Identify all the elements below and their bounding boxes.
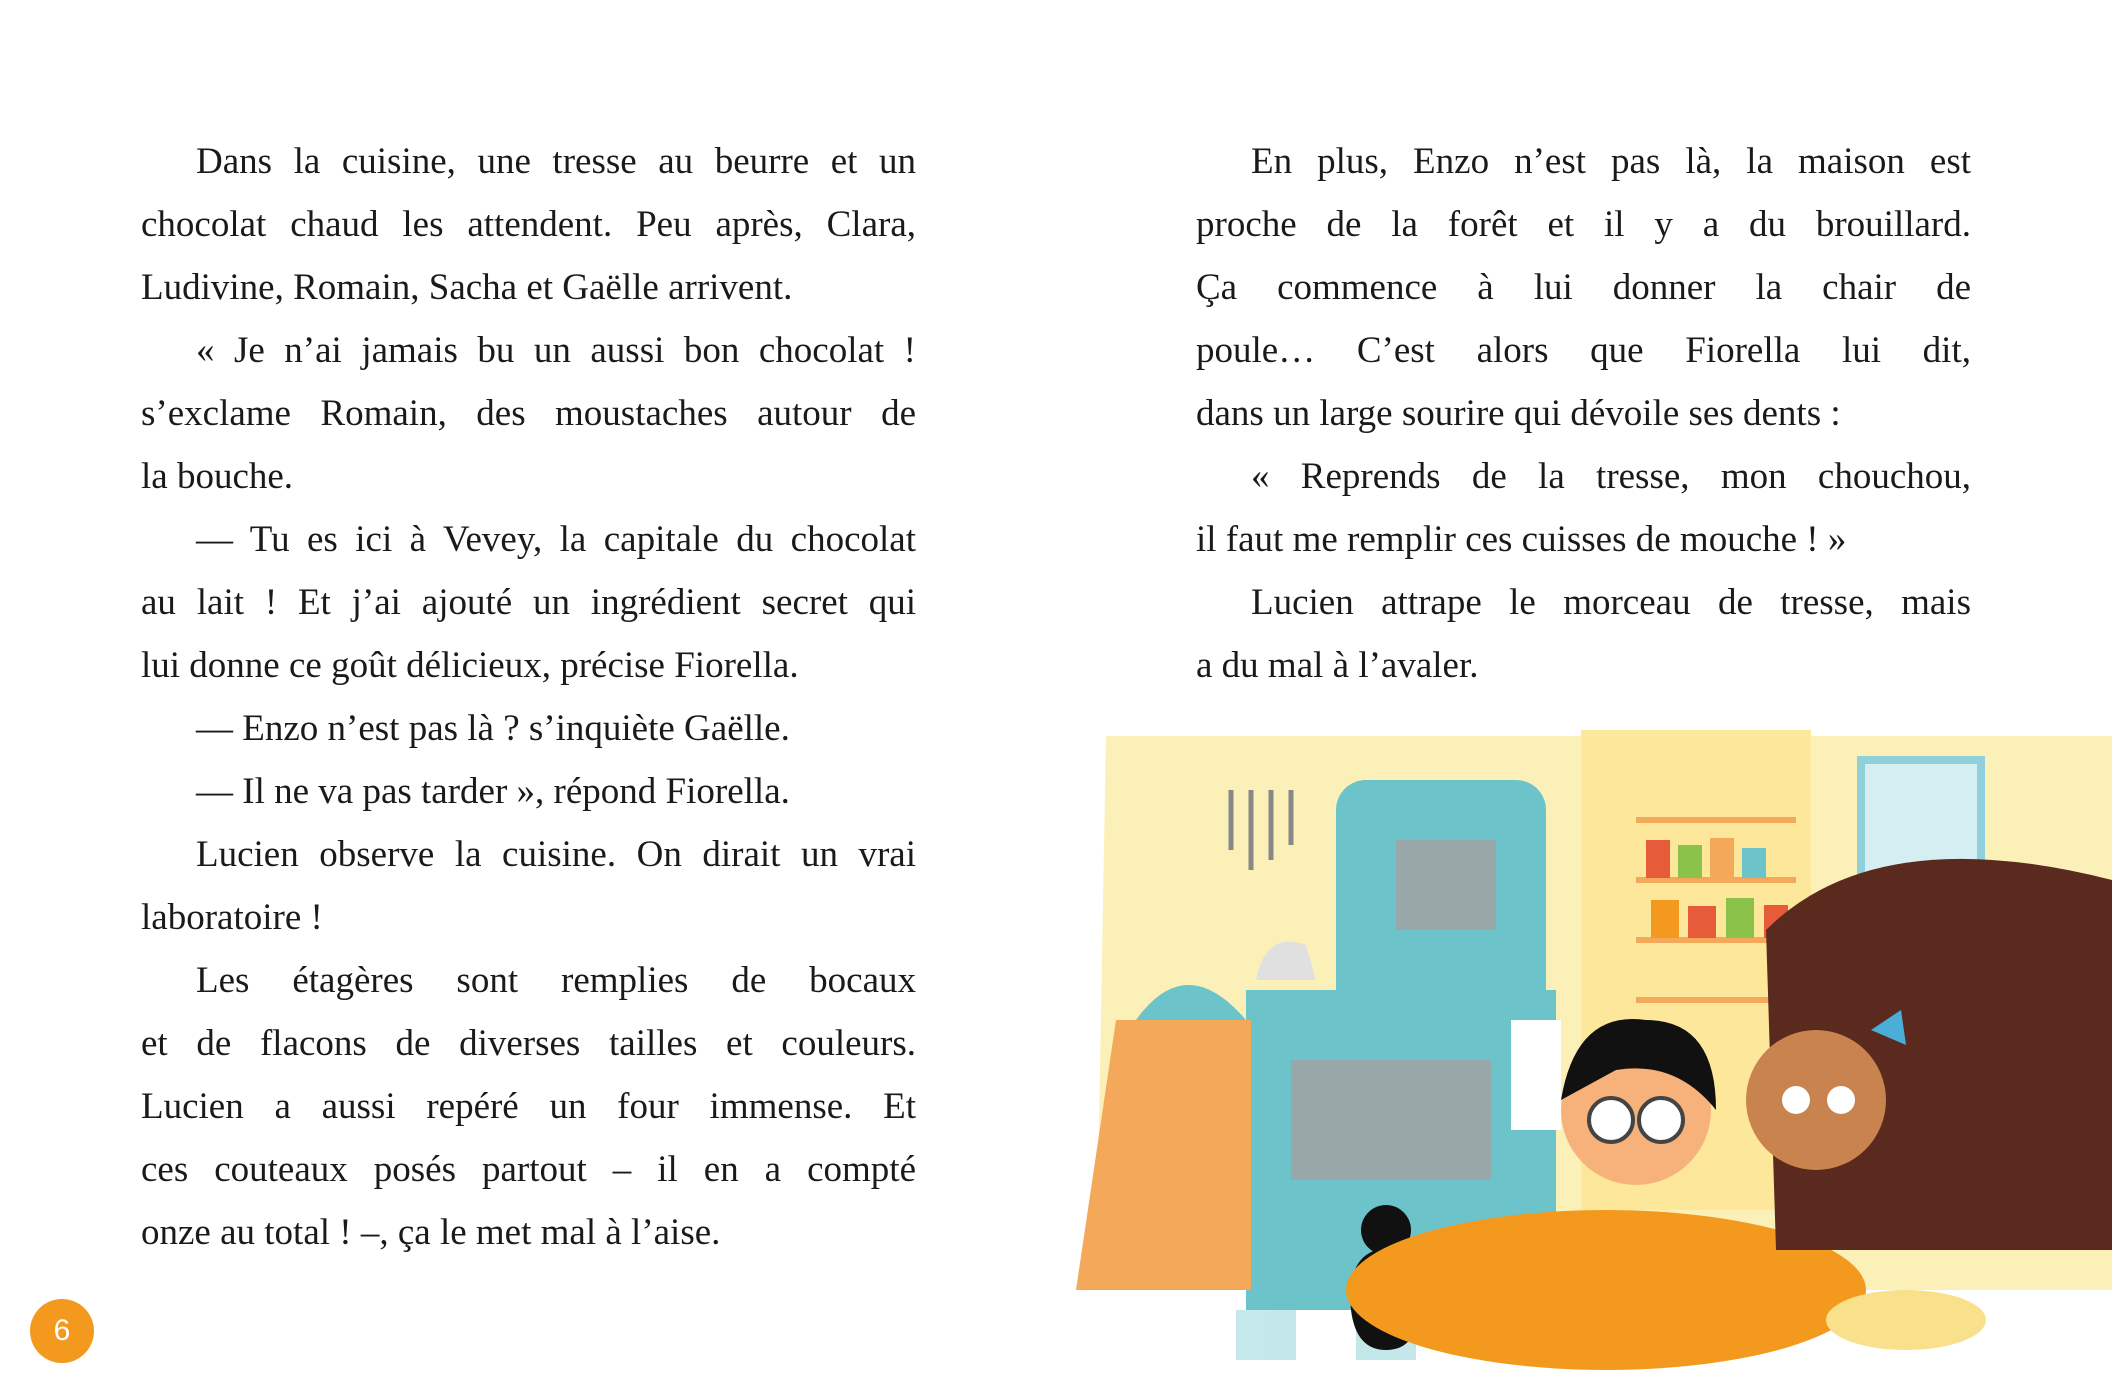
text-line: Les étagères sont remplies de bocaux [196,960,916,1001]
text-line: Lucien a aussi repéré un four immense. Et [141,1086,916,1127]
text-line: proche de la forêt et il y a du brouillard. [1196,204,1971,245]
text-line: a du mal à l’avaler. [1196,645,1479,686]
text-line: — Enzo n’est pas là ? s’inquiète Gaëlle. [196,708,790,749]
text-line: chocolat chaud les attendent. Peu après, Clara, [141,204,916,245]
text-line: ces couteaux posés partout – il en a compté [141,1149,916,1190]
text-line: En plus, Enzo n’est pas là, la maison est [1251,141,1971,182]
right-page-text [1196,130,1971,697]
text-line: Dans la cuisine, une tresse au beurre et un [196,141,916,182]
text-line: dans un large sourire qui dévoile ses dents : [1196,393,1841,434]
left-page-text [141,130,916,1264]
text-line: « Reprends de la tresse, mon chouchou, [1251,456,1971,497]
page-number-badge: 6 [30,1299,94,1363]
text-line: Lucien attrape le morceau de tresse, mais [1251,582,1971,623]
kitchen-illustration [1076,730,2112,1370]
text-line: Ludivine, Romain, Sacha et Gaëlle arrivent. [141,267,793,308]
text-line: « Je n’ai jamais bu un aussi bon chocolat ! [196,330,916,371]
oven-window [1291,1060,1491,1180]
text-line: — Tu es ici à Vevey, la capitale du chocolat [196,519,916,560]
text-line: il faut me remplir ces cuisses de mouche ! » [1196,519,1847,560]
text-line: laboratoire ! [141,897,323,938]
girl-face [1746,1030,1886,1170]
text-line: — Il ne va pas tarder », répond Fiorella. [196,771,790,812]
text-line: Lucien observe la cuisine. On dirait un vrai [196,834,916,875]
text-line: Ça commence à lui donner la chair de [1196,267,1971,308]
text-line: lui donne ce goût délicieux, précise Fiorella. [141,645,799,686]
text-line: poule… C’est alors que Fiorella lui dit, [1196,330,1971,371]
towel [1511,1020,1561,1130]
text-line: s’exclame Romain, des moustaches autour de [141,393,916,434]
text-line: la bouche. [141,456,294,497]
text-line: au lait ! Et j’ai ajouté un ingrédient secret qui [141,582,916,623]
text-line: et de flacons de diverses tailles et couleurs. [141,1023,916,1064]
text-line: onze au total ! –, ça le met mal à l’aise. [141,1212,721,1253]
bread-braid [1826,1290,1986,1350]
